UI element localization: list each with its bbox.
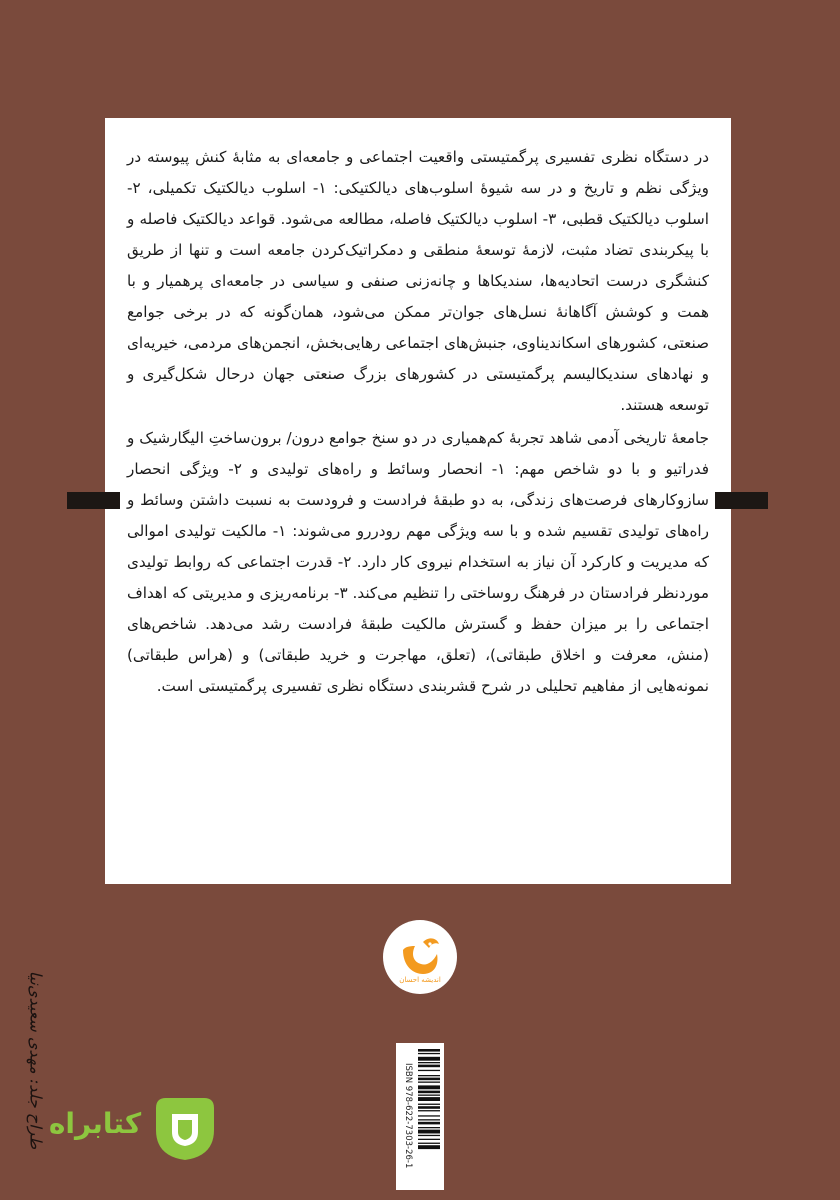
- back-cover-text-panel: [105, 118, 731, 884]
- right-divider-tab: [715, 492, 768, 509]
- isbn-text: ISBN 978-622-7303-26-1: [403, 1063, 413, 1169]
- barcode-bar: [418, 1065, 440, 1068]
- barcode-bar: [418, 1053, 440, 1054]
- blurb-paragraph-2: جامعهٔ تاریخی آدمی شاهد تجربهٔ کم‌همیاری در دو سنخ جوامع درون/ برون‌ساختِ الیگارشیک و فدراتیو و با دو شاخص مهم: ۱- انحصار وسائط و راه‌های تولیدی و ۲- ویژگی انحصار سازوکارهای فرصت‌های زندگی، به دو طبقهٔ فرادست و فرودست به نسبت داشتن وسائط و راه‌های تولیدی تقسیم شده و با سه ویژگی مهم رودررو می‌شوند: ۱- مالکیت تولیدی اموالی که مدیریت و کارکرد آن نیاز به استخدام نیروی کار دارد. ۲- قدرت اجتماعی که روابط تولیدی موردنظر فرادستان در فرهنگ روساختی را تنظیم می‌کند. ۳- برنامه‌ریزی و مدیریتی که اهداف اجتماعی را بر میزان حفظ و گسترش مالکیت طبقهٔ فرادست رشد می‌دهد. شاخص‌های (منش، معرفت و اخلاق طبقاتی)، (تعلق، مهاجرت و خرید طبقاتی) و (هراس طبقاتی) نمونه‌هایی از مفاهیم تحلیلی در شرح قشربندی دستگاه نظری تفسیری پرگمتیستی است.: [127, 429, 709, 695]
- cover-designer-signature: طراح جلد: مهدی سعیدی‌نیا: [26, 970, 46, 1150]
- barcode-bar: [418, 1130, 440, 1134]
- barcode-bar: [418, 1110, 440, 1111]
- barcode-bar: [418, 1095, 440, 1096]
- barcode-bar: [418, 1075, 440, 1076]
- barcode-bar: [418, 1057, 440, 1061]
- isbn-barcode: [396, 1043, 444, 1190]
- barcode-bar: [418, 1145, 440, 1149]
- barcode-bar: [418, 1122, 440, 1125]
- barcode-bar: [418, 1106, 440, 1109]
- barcode-bar: [418, 1091, 440, 1094]
- barcode-bar: [418, 1097, 440, 1101]
- barcode-bar: [418, 1062, 440, 1063]
- barcode-bar: [418, 1119, 440, 1120]
- barcode-bar: [418, 1085, 440, 1089]
- ketabrah-logo-icon: [152, 1090, 218, 1162]
- barcode-bar: [418, 1078, 440, 1081]
- blurb-paragraph-1: در دستگاه نظری تفسیری پرگمتیستی واقعیت اجتماعی و جامعه‌ای به مثابهٔ کنش پیوسته در ویژگی نظم و تاریخ و در سه شیوهٔ اسلوب‌های دیالکتیکی: ۱- اسلوب دیالکتیک تکمیلی، ۲- اسلوب دیالکتیک قطبی، ۳- اسلوب دیالکتیک فاصله، مطالعه می‌شود. قواعد دیالکتیک فاصله و با پیکربندی تضاد مثبت، لازمهٔ توسعهٔ منطقی و دمکراتیک‌کردن جامعه است و تنها از طریق کنشگری درست اتحادیه‌ها، سندیکاها و چانه‌زنی صنفی و سیاسی در جامعه‌ای پرهمیار و با همت و کوشش آگاهانهٔ نسل‌های جوان‌تر ممکن می‌شود، همان‌گونه که در برخی جوامع صنعتی، کشورهای اسکاندیناوی، جنبش‌های اجتماعی رهایی‌بخش، انجمن‌های مردمی، خیریه‌ای و نهادهای سندیکالیسم پرگمتیستی در کشورهای بزرگ صنعتی جهان درحال شکل‌گیری و توسعه هستند.: [127, 148, 710, 414]
- barcode-bar: [418, 1115, 440, 1116]
- barcode-bar: [418, 1143, 440, 1144]
- barcode-bars: [418, 1049, 442, 1184]
- barcode-bar: [418, 1104, 440, 1105]
- barcode-bar: [418, 1139, 440, 1140]
- barcode-bar: [418, 1135, 440, 1136]
- publisher-logo-caption: اندیشه احسان: [399, 976, 441, 984]
- barcode-bar: [418, 1082, 440, 1083]
- barcode-bar: [418, 1070, 440, 1071]
- barcode-bar: [418, 1049, 440, 1052]
- ketabrah-brand: [40, 1090, 220, 1162]
- left-divider-tab: [67, 492, 120, 509]
- publisher-logo: [383, 920, 457, 994]
- ketabrah-wordmark: کتابراه: [48, 1107, 142, 1140]
- barcode-bar: [418, 1127, 440, 1128]
